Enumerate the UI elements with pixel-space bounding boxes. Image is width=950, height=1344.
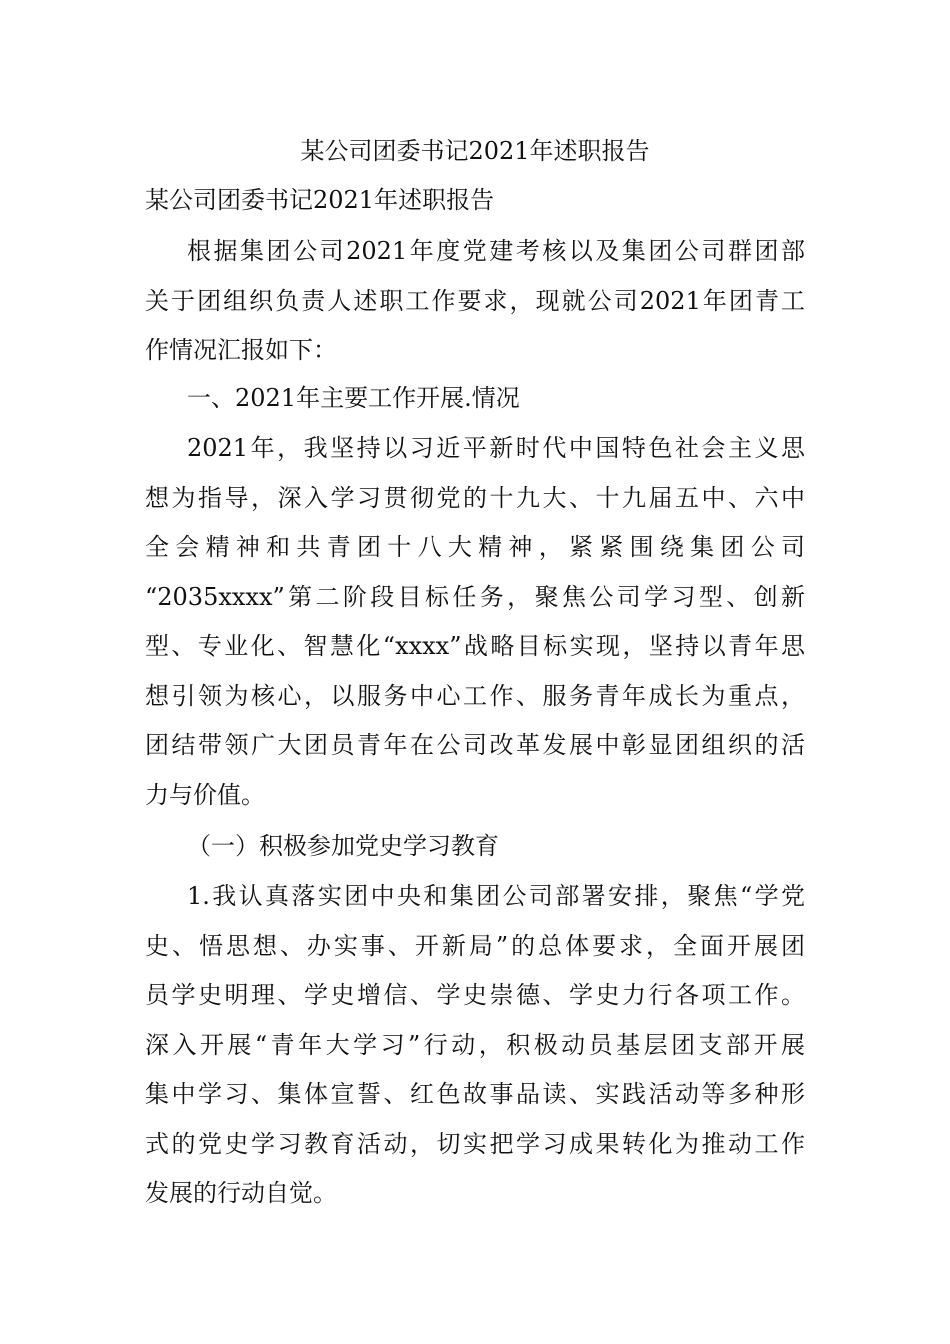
paragraph-line: 关于团组织负责人述职工作要求，现就公司2021年团青工	[145, 286, 805, 315]
paragraph-line: 全会精神和共青团十八大精神，紧紧围绕集团公司	[145, 533, 805, 561]
paragraph-line: 作情况汇报如下：	[145, 336, 337, 364]
section-heading: 一、2021年主要工作开展.情况	[187, 384, 520, 412]
paragraph-line: 团结带领广大团员青年在公司改革发展中彰显团组织的活	[145, 731, 805, 759]
paragraph-line: 想为指导，深入学习贯彻党的十九大、十九届五中、六中	[145, 483, 805, 512]
subsection-heading: （一）积极参加党史学习教育	[187, 832, 499, 860]
document-title: 某公司团委书记2021年述职报告	[300, 137, 650, 165]
paragraph-line: 1.我认真落实团中央和集团公司部署安排，聚焦“学党	[187, 882, 805, 910]
paragraph-line: 式的党史学习教育活动，切实把学习成果转化为推动工作	[145, 1129, 805, 1158]
intro-paragraph	[145, 227, 805, 376]
work-summary-paragraph	[145, 424, 805, 820]
paragraph-line: 深入开展“青年大学习”行动，积极动员基层团支部开展	[145, 1030, 805, 1059]
paragraph-line: 根据集团公司2021年度党建考核以及集团公司群团部	[187, 237, 805, 265]
paragraph-line: 型、专业化、智慧化“xxxx”战略目标实现，坚持以青年思	[145, 632, 805, 660]
paragraph-line: 发展的行动自觉。	[145, 1179, 337, 1207]
paragraph-line: “2035xxxx”第二阶段目标任务，聚焦公司学习型、创新	[145, 582, 805, 611]
paragraph-line: 集中学习、集体宣誓、红色故事品读、实践活动等多种形	[145, 1080, 805, 1108]
paragraph-line: 史、悟思想、办实事、开新局”的总体要求，全面开展团	[145, 931, 805, 960]
paragraph-line: 员学史明理、学史增信、学史崇德、学史力行各项工作。	[145, 981, 805, 1009]
paragraph-line: 2021年，我坚持以习近平新时代中国特色社会主义思	[187, 434, 805, 462]
paragraph-line: 力与价值。	[145, 780, 265, 809]
document-subtitle: 某公司团委书记2021年述职报告	[145, 186, 495, 214]
party-history-paragraph	[145, 872, 805, 1219]
paragraph-line: 想引领为核心，以服务中心工作、服务青年成长为重点，	[145, 681, 805, 710]
